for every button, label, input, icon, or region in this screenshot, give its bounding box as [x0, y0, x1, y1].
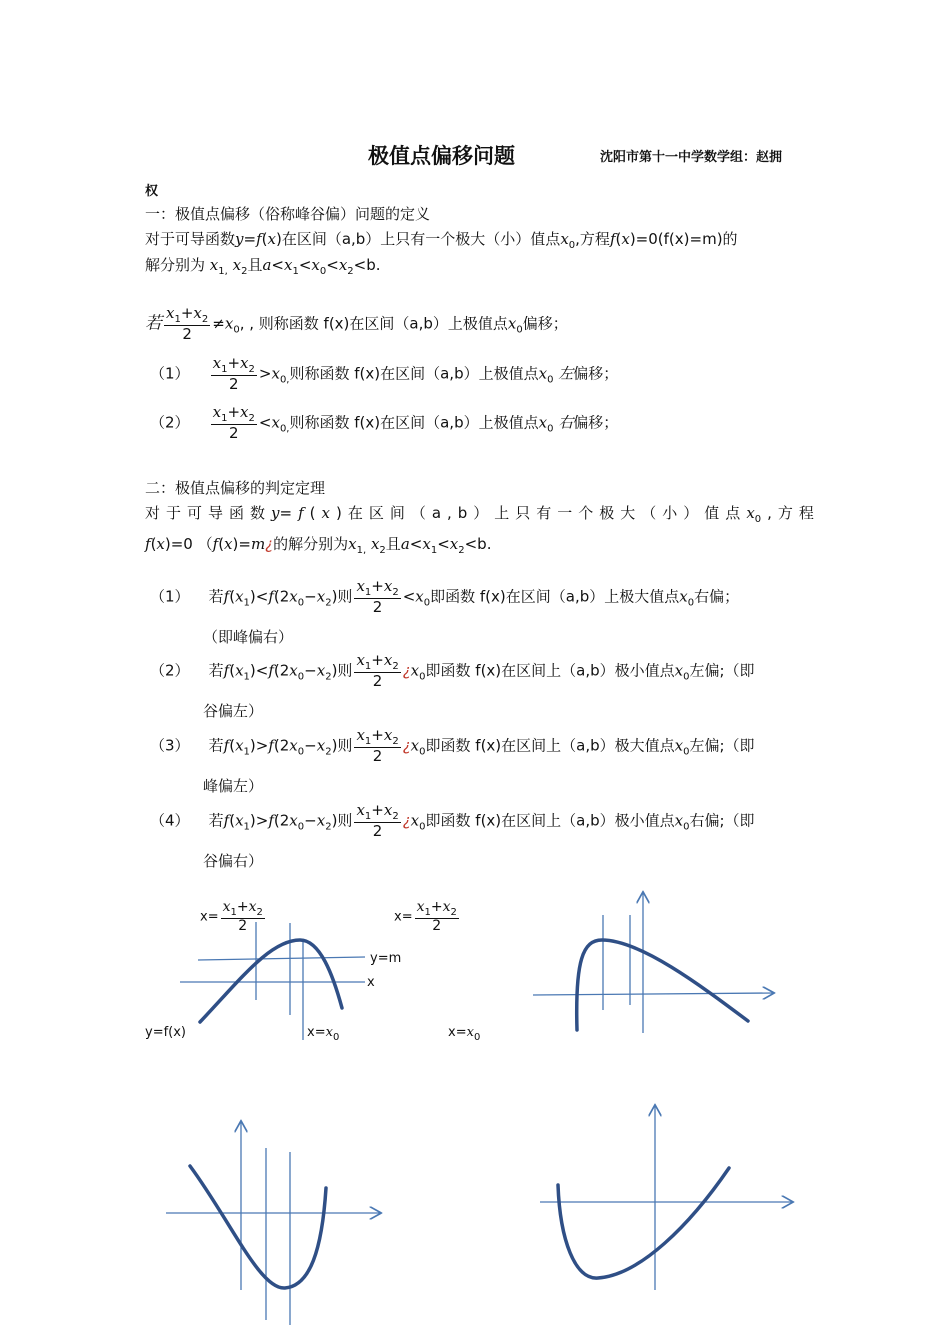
section1-def-line2: 解分别为 $x_{1,}$ $x_2$且$a<x_1<x_0<x_2<b$.: [145, 256, 381, 277]
figure-2: [533, 893, 773, 1033]
section1-item-1: （1） $\frac{x_1+x_2}{2}$ $>x_{0,}$则称函数 f(x)在区间（a,b）上极值点$x_0$ 左偏移；: [150, 354, 619, 393]
figure2-x-axis: [533, 993, 773, 995]
figure1-extremum-label: $x=x_0$: [307, 1025, 340, 1043]
figure3-curve: [190, 1166, 326, 1288]
section2-heading: 二：极值点偏移的判定定理: [145, 479, 326, 497]
author-line: 沈阳市第十一中学数学组：赵拥: [600, 150, 783, 165]
page-title: 极值点偏移问题: [368, 144, 515, 168]
theorem-item-3: （3） 若$f(x_1)>f(2x_0-x_2)$则 $\frac{x_1+x_2}{2}$ ¿$x_0$即函数 f(x)在区间上（a,b）极大值点$x_0$左偏;（即: [150, 726, 755, 765]
figure1-curve: [200, 940, 342, 1022]
figure-1: [180, 922, 365, 1040]
figure2-midpoint-label: x= $\frac{x_1+x_2}{2}$: [394, 899, 457, 934]
x-axis-label: x: [367, 975, 375, 990]
theorem-item-4-cont: 谷偏右）: [203, 852, 264, 870]
line-y-m-label: y=m: [370, 951, 402, 966]
section1-item-2: （2） $\frac{x_1+x_2}{2}$ $<x_{0,}$则称函数 f(x)在区间（a,b）上极值点$x_0$ 右偏移；: [150, 403, 619, 442]
theorem-item-2-cont: 谷偏左）: [203, 702, 264, 720]
theorem-item-1-cont: （即峰偏右）: [203, 628, 294, 646]
theorem-item-3-cont: 峰偏左）: [203, 777, 264, 795]
theorem-item-4: （4） 若$f(x_1)>f(2x_0-x_2)$则 $\frac{x_1+x_2}{2}$ ¿$x_0$即函数 f(x)在区间上（a,b）极小值点$x_0$右偏;（即: [150, 801, 755, 840]
section1-def-line1: 对于可导函数y=f(x)在区间（a,b）上只有一个极大（小）值点$x_0$,方程f(x)=0(f(x)=m)的: [145, 230, 738, 251]
function-label: y=f(x): [145, 1025, 186, 1040]
figure4-curve: [558, 1168, 729, 1278]
figure2-extremum-label: $x=x_0$: [448, 1025, 481, 1043]
section1-heading: 一：极值点偏移（俗称峰谷偏）问题的定义: [145, 205, 431, 223]
figure1-midpoint-label: x= $\frac{x_1+x_2}{2}$: [200, 899, 263, 934]
section1-condition: 若 $\frac{x_1+x_2}{2}$ $\ne x_0$, , 则称函数 f(x)在区间（a,b）上极值点$x_0$偏移；: [145, 304, 568, 343]
figure1-line-y-m: [198, 957, 365, 960]
figure-4: [540, 1106, 792, 1290]
section2-line2: f(x)=0 （f(x)=m¿的解分别为$x_{1,}$ $x_2$且$a<x_1<x_2<b$.: [145, 535, 492, 556]
theorem-item-1: （1） 若$f(x_1)<f(2x_0-x_2)$则 $\frac{x_1+x_2}{2}$ $<x_0$即函数 f(x)在区间（a,b）上极大值点$x_0$右偏；: [150, 577, 740, 616]
figure-3: [166, 1122, 380, 1325]
theorem-item-2: （2） 若$f(x_1)<f(2x_0-x_2)$则 $\frac{x_1+x_2}{2}$ ¿$x_0$即函数 f(x)在区间上（a,b）极小值点$x_0$左偏;（即: [150, 651, 755, 690]
author-tail: 权: [145, 184, 159, 199]
section2-line1: 对于可导函数y=f(x)在区间（a,b）上只有一个极大（小）值点$x_0$,方程: [145, 504, 820, 525]
